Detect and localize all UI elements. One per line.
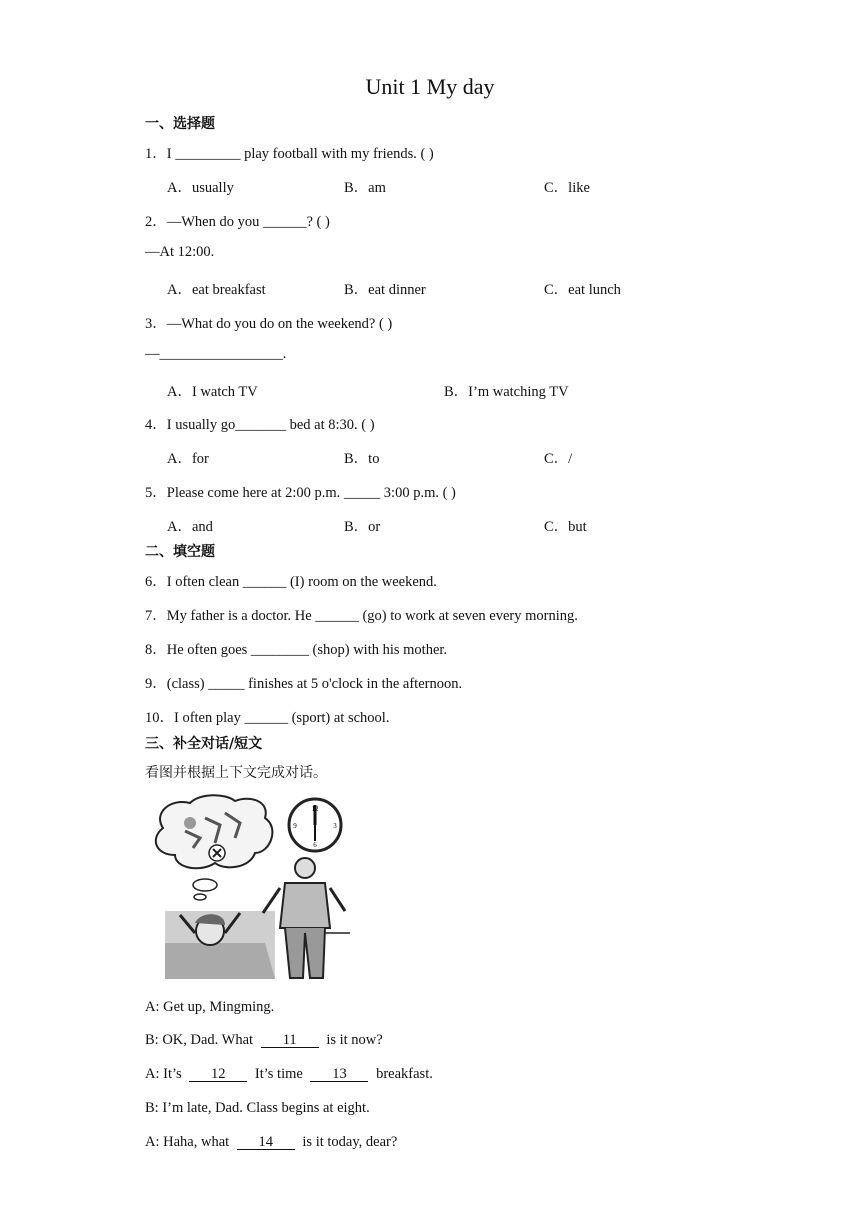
clock-number-9: 9 — [293, 822, 297, 830]
fill-9-rest: finishes at 5 o'clock in the afternoon. — [248, 676, 463, 692]
fill-question-6 — [145, 570, 437, 591]
fill-6-blank: ______ — [242, 574, 287, 590]
q4-option-b: B．to — [344, 451, 380, 467]
q4-option-a: A．for — [167, 451, 209, 467]
dialog-3-pre: A: It’s — [145, 1066, 182, 1082]
dialog-line-5 — [145, 1134, 397, 1151]
fill-7-text: 7．My father is a doctor. He — [145, 608, 312, 624]
dialog-blank-11: 11 — [261, 1033, 319, 1048]
question-1: 1．I _________ play football with my friends. ( ) — [145, 146, 434, 162]
fill-10-blank: ______ — [244, 710, 288, 726]
fill-question-7 — [145, 604, 578, 625]
fill-7-blank: ______ — [315, 608, 359, 624]
fill-7-rest: (go) to work at seven every morning. — [362, 608, 578, 624]
fill-8-rest: (shop) with his mother. — [312, 642, 448, 658]
fill-10-text: 10．I often play — [145, 710, 241, 726]
clock-icon — [289, 799, 341, 851]
question-2-answer-line: —At 12:00. — [145, 244, 215, 260]
q1-option-a: A．usually — [167, 180, 234, 196]
question-5: 5．Please come here at 2:00 p.m. _____ 3:00 p.m. ( ) — [145, 485, 456, 501]
fill-6-rest: (I) room on the weekend. — [289, 574, 437, 590]
dialog-2-post: is it now? — [326, 1032, 383, 1048]
dialog-line-1: A: Get up, Mingming. — [145, 999, 275, 1015]
fill-8-text: 8．He often goes — [145, 642, 248, 658]
fill-6-text: 6．I often clean — [145, 574, 240, 590]
dialog-3-mid: It’s time — [254, 1066, 303, 1082]
question-3-answer-line: —_________________. — [145, 346, 287, 362]
clock-number-6: 6 — [313, 841, 317, 849]
question-4: 4．I usually go_______ bed at 8:30. ( ) — [145, 417, 375, 433]
dialog-2-pre: B: OK, Dad. What — [145, 1032, 254, 1048]
section-heading-fill: 二、填空题 — [145, 544, 215, 560]
q2-option-b: B．eat dinner — [344, 282, 426, 298]
q3-option-a: A．I watch TV — [167, 384, 258, 400]
question-2: 2．—When do you ______? ( ) — [145, 214, 330, 230]
q5-option-c: C．but — [544, 519, 587, 535]
dialog-blank-13: 13 — [310, 1067, 368, 1082]
illustration-boy-wakes-up-clock — [145, 793, 350, 981]
fill-9-text: 9．(class) — [145, 676, 205, 692]
clock-number-12: 12 — [311, 805, 319, 813]
father-figure — [263, 858, 350, 978]
q5-option-b: B．or — [344, 519, 381, 535]
dialog-3-post: breakfast. — [376, 1066, 433, 1082]
fill-10-rest: (sport) at school. — [291, 710, 390, 726]
fill-question-8 — [145, 638, 447, 659]
q4-option-c: C．/ — [544, 451, 573, 467]
q1-option-b: B．am — [344, 180, 386, 196]
dialog-blank-12: 12 — [189, 1067, 247, 1082]
q5-option-a: A．and — [167, 519, 213, 535]
q2-option-c: C．eat lunch — [544, 282, 621, 298]
question-3: 3．—What do you do on the weekend? ( ) — [145, 316, 393, 332]
section-heading-choice: 一、选择题 — [145, 116, 215, 132]
dialog-5-pre: A: Haha, what — [145, 1134, 230, 1150]
thought-bubble — [156, 795, 273, 900]
dialog-line-2 — [145, 1032, 383, 1049]
q3-option-b: B．I’m watching TV — [444, 384, 569, 400]
instruction-text: 看图并根据上下文完成对话。 — [145, 765, 327, 781]
q1-option-c: C．like — [544, 180, 590, 196]
fill-9-blank: _____ — [208, 676, 245, 692]
section-heading-dialog: 三、补全对话/短文 — [145, 736, 263, 752]
dialog-line-4: B: I’m late, Dad. Class begins at eight. — [145, 1100, 370, 1116]
clock-number-3: 3 — [333, 822, 337, 830]
dialog-5-post: is it today, dear? — [302, 1134, 398, 1150]
fill-8-blank: ________ — [250, 642, 309, 658]
dialog-line-3 — [145, 1066, 433, 1083]
dialog-blank-14: 14 — [237, 1135, 295, 1150]
page-title: Unit 1 My day — [365, 74, 495, 99]
q2-option-a: A．eat breakfast — [167, 282, 266, 298]
fill-question-10 — [145, 706, 389, 727]
fill-question-9 — [145, 672, 462, 693]
boy-in-bed — [165, 911, 275, 979]
